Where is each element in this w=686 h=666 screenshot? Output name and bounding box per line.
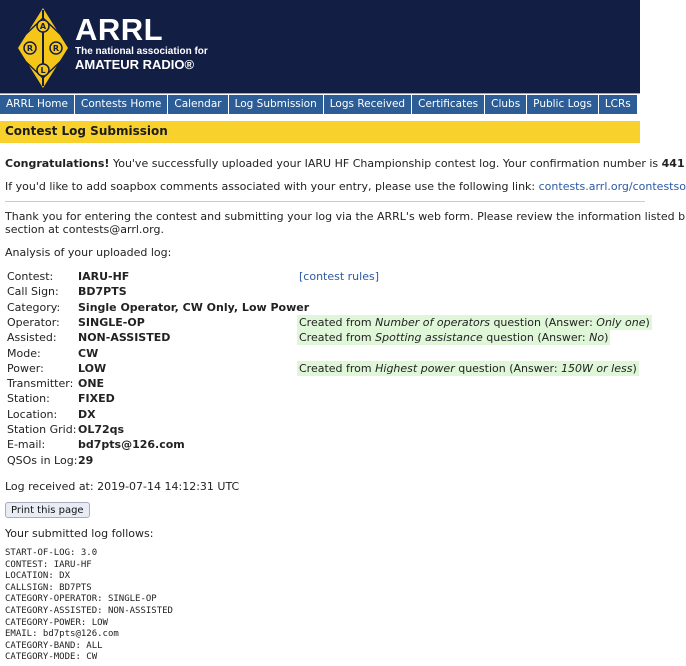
soapbox-message [5,180,686,193]
nav-log-submission[interactable]: Log Submission [229,95,323,114]
field-value: SINGLE-OP [78,316,145,329]
note-text: ) [604,331,609,344]
note-text: question (Answer: [489,316,597,329]
svg-text:R: R [26,44,34,53]
field-row-transmitter [7,377,104,390]
field-value: NON-ASSISTED [78,331,171,344]
log-received-time: Log received at: 2019-07-14 14:12:31 UTC [5,480,240,493]
field-row-email [7,438,185,451]
svg-text:L: L [40,66,46,75]
field-label: Location: [7,408,58,421]
congrats-heading: Congratulations! [5,157,110,170]
field-value: CW [78,347,99,360]
log-line: CATEGORY-BAND: ALL [5,640,103,651]
nav-public-logs[interactable]: Public Logs [527,95,598,114]
nav-arrl-home[interactable]: ARRL Home [0,95,74,114]
note-question: Spotting assistance [375,331,483,344]
field-label: E-mail: [7,438,46,451]
note-answer: 150W or less [561,362,633,375]
svg-text:R: R [52,44,60,53]
log-line: CATEGORY-OPERATOR: SINGLE-OP [5,594,157,605]
field-row-location [7,408,96,421]
note-answer: Only one [596,316,646,329]
field-label: Station Grid: [7,423,77,436]
log-line: CALLSIGN: BD7PTS [5,582,92,593]
operator-note [297,315,652,330]
field-label: Contest: [7,270,54,283]
brand-tagline: The national association for [75,46,208,57]
submitted-log-heading: Your submitted log follows: [5,527,154,540]
field-row-mode [7,347,98,360]
field-value: 29 [78,454,94,467]
note-question: Highest power [375,362,455,375]
soapbox-text: If you'd like to add soapbox comments associated with your entry, please use the following link: [5,180,539,193]
note-text: Created from [299,331,376,344]
field-value: ONE [78,377,105,390]
page-title-bar [0,121,640,143]
field-value: OL72qs [78,423,125,436]
field-label: Assisted: [7,331,57,344]
page-title: Contest Log Submission [5,124,168,138]
note-text: ) [645,316,650,329]
field-label: Transmitter: [7,377,74,390]
nav-contests-home[interactable]: Contests Home [75,95,167,114]
log-line: EMAIL: bd7pts@126.com [5,629,119,640]
note-answer: No [589,331,605,344]
log-line: LOCATION: DX [5,571,71,582]
arrl-logo-icon[interactable] [16,6,70,90]
field-row-station-grid [7,423,124,436]
log-line: CATEGORY-POWER: LOW [5,617,108,628]
field-label: Operator: [7,316,60,329]
thanks-line-2: section at contests@arrl.org. [5,223,164,236]
field-row-station [7,392,115,405]
field-value: LOW [78,362,107,375]
note-text: ) [632,362,637,375]
note-text: Created from [299,316,376,329]
print-button[interactable]: Print this page [5,502,90,518]
field-value: BD7PTS [78,285,127,298]
submitted-log [5,548,173,664]
assisted-note [297,330,610,345]
field-value: IARU-HF [78,270,130,283]
brand-tagline-2: AMATEUR RADIO® [75,57,195,72]
field-row-power [7,362,106,375]
field-row-qsos [7,454,93,467]
nav-lcrs[interactable]: LCRs [599,95,637,114]
field-value: FIXED [78,392,115,405]
log-line: CATEGORY-ASSISTED: NON-ASSISTED [5,605,173,616]
svg-text:A: A [39,22,47,31]
nav-logs-received[interactable]: Logs Received [324,95,411,114]
field-row-contest [7,270,129,283]
field-label: Station: [7,392,50,405]
note-text: question (Answer: [482,331,590,344]
analysis-heading: Analysis of your uploaded log: [5,246,172,259]
nav-clubs[interactable]: Clubs [485,95,526,114]
nav-calendar[interactable]: Calendar [168,95,227,114]
note-text: question (Answer: [454,362,562,375]
note-question: Number of operators [375,316,490,329]
site-header [0,0,640,93]
field-value: bd7pts@126.com [78,438,185,451]
log-line: CONTEST: IARU-HF [5,559,92,570]
confirmation-number: 441 [661,157,685,170]
log-line: CATEGORY-MODE: CW [5,652,98,663]
nav-certificates[interactable]: Certificates [412,95,484,114]
soapbox-link[interactable]: contests.arrl.org/contestso [538,180,686,193]
contest-rules-link[interactable]: [contest rules] [299,270,380,283]
field-row-assisted [7,331,170,344]
field-value: Single Operator, CW Only, Low Power [78,301,310,314]
field-label: Power: [7,362,44,375]
congrats-text: You've successfully uploaded your IARU HF Championship contest log. Your confirmation number is [109,157,662,170]
field-label: Call Sign: [7,285,59,298]
field-label: Mode: [7,347,41,360]
main-nav [0,93,640,115]
thanks-line-1: Thank you for entering the contest and submitting your log via the ARRL's web form. Please review the information listed b [5,210,686,223]
note-text: Created from [299,362,376,375]
field-label: QSOs in Log: [7,454,78,467]
field-row-category [7,301,309,314]
field-row-operator [7,316,145,329]
brand-block[interactable] [75,14,208,72]
log-line: START-OF-LOG: 3.0 [5,548,98,558]
field-label: Category: [7,301,61,314]
field-value: DX [78,408,96,421]
congratulations-message [5,157,685,170]
brand-name: ARRL [75,12,164,47]
divider [5,201,645,202]
field-row-callsign [7,285,127,298]
power-note [297,361,639,376]
